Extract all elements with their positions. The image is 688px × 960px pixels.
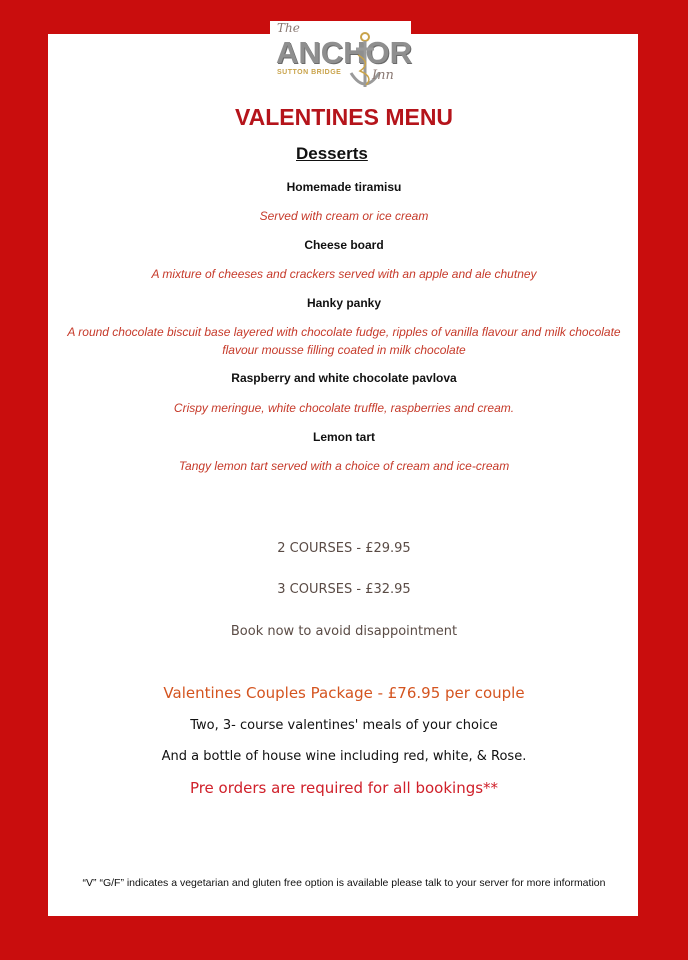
- couples-package-title: Valentines Couples Package - £76.95 per couple: [163, 684, 525, 702]
- book-now-note: Book now to avoid disappointment: [230, 624, 458, 639]
- anchor-icon: [348, 29, 382, 95]
- dessert-name: Cheese board: [304, 238, 384, 252]
- two-courses-price: 2 COURSES - £29.95: [277, 541, 411, 556]
- logo-subtitle: SUTTON BRIDGE: [277, 69, 342, 76]
- dessert-name: Hanky panky: [306, 296, 382, 310]
- menu-title: VALENTINES MENU: [234, 104, 454, 130]
- logo-the: The: [277, 21, 300, 35]
- dessert-description: A mixture of cheeses and crackers served with an apple and ale chutney: [151, 267, 537, 281]
- dessert-name: Lemon tart: [312, 430, 375, 444]
- dietary-footnote: “V” “G/F” indicates a vegetarian and gluten free option is available please talk to your server for more information: [82, 877, 606, 889]
- dessert-description: Tangy lemon tart served with a choice of cream and ice-cream: [178, 459, 510, 473]
- preorder-notice: Pre orders are required for all bookings**: [189, 779, 499, 797]
- dessert-description: Served with cream or ice cream: [259, 209, 429, 223]
- dessert-description: Crispy meringue, white chocolate truffle, raspberries and cream.: [173, 401, 515, 415]
- dessert-description: A round chocolate biscuit base layered with chocolate fudge, ripples of vanilla flavour and milk chocolate: [67, 325, 621, 339]
- anchor-inn-logo: [270, 21, 411, 99]
- logo-inn: Inn: [372, 68, 394, 83]
- package-line-meals: Two, 3- course valentines' meals of your choice: [190, 718, 498, 733]
- dessert-name: Homemade tiramisu: [286, 180, 402, 194]
- dessert-description-continued: flavour mousse filling coated in milk chocolate: [222, 343, 466, 357]
- package-line-wine: And a bottle of house wine including red, white, & Rose.: [161, 749, 527, 764]
- section-heading: Desserts: [296, 144, 368, 163]
- three-courses-price: 3 COURSES - £32.95: [277, 582, 411, 597]
- logo-wordmark: ANCHOR: [276, 35, 413, 70]
- dessert-name: Raspberry and white chocolate pavlova: [231, 371, 457, 385]
